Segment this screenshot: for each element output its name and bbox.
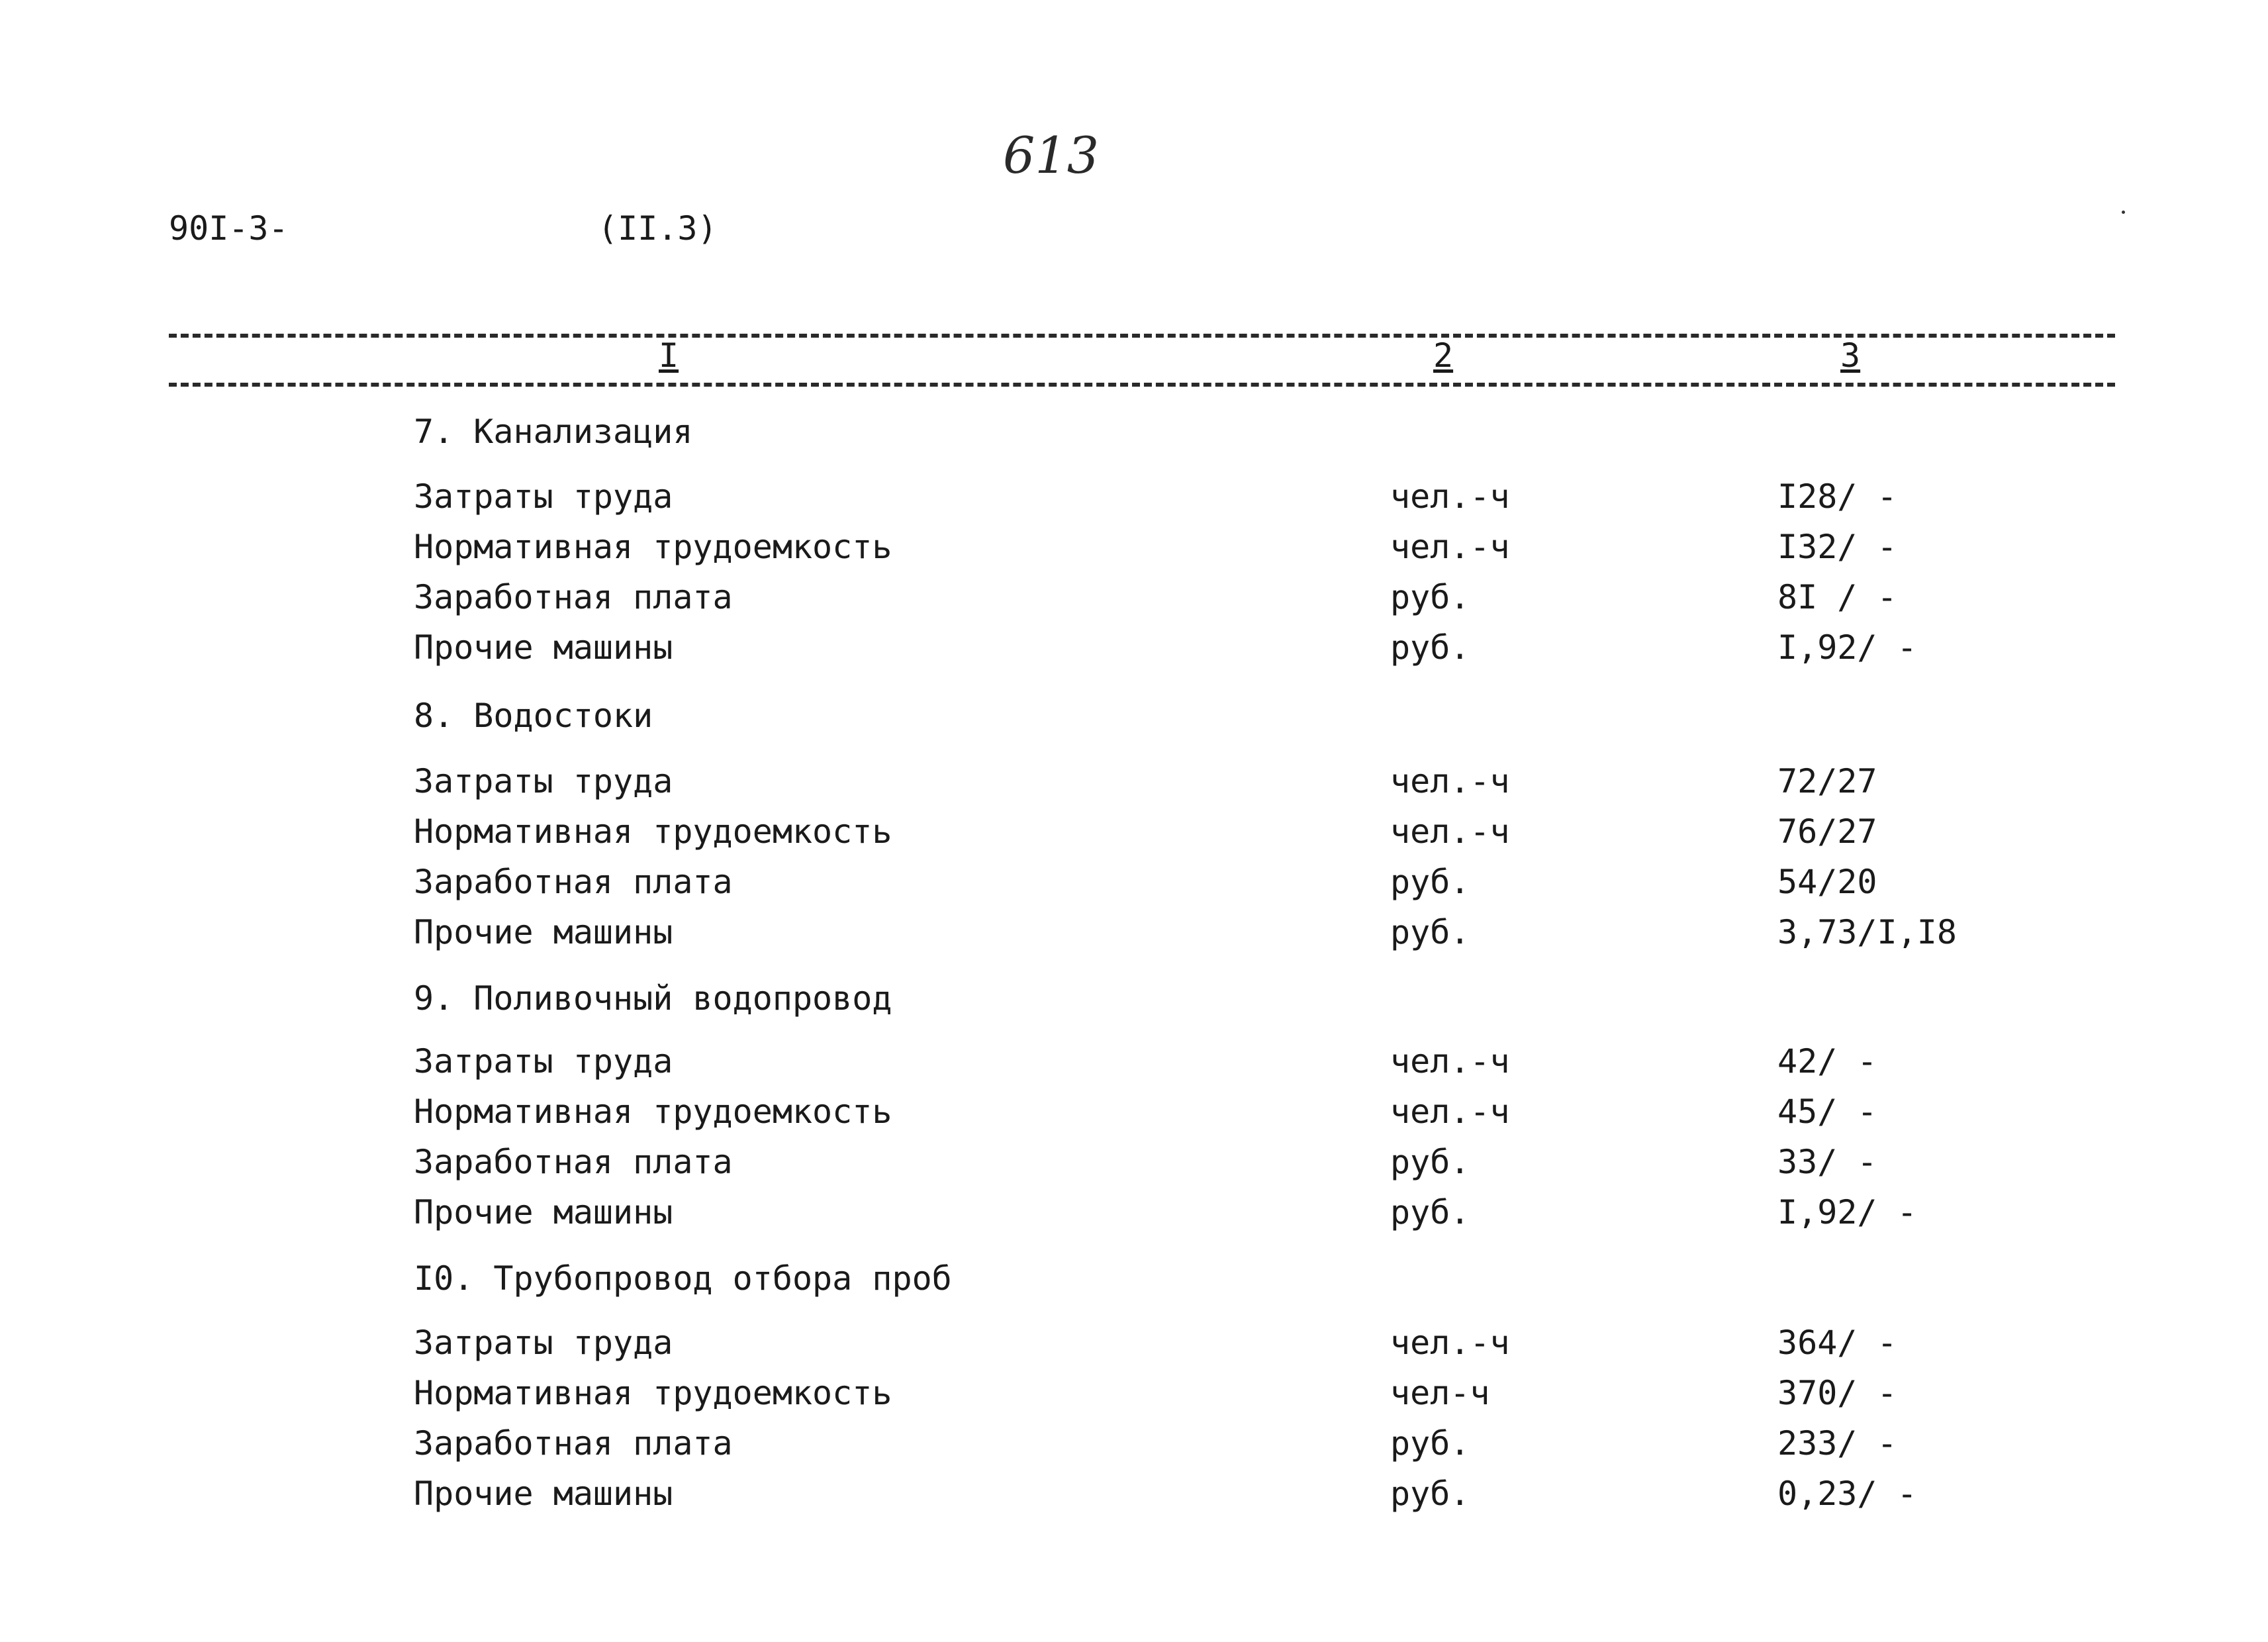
stray-mark: [2122, 211, 2125, 214]
row-name: Заработная плата: [414, 1143, 733, 1181]
table-row: [0, 756, 2268, 806]
row-unit: чел-ч: [1390, 1374, 1490, 1412]
row-name: Затраты труда: [414, 477, 673, 516]
row-name: Затраты труда: [414, 1042, 673, 1081]
row-unit: руб.: [1390, 1474, 1470, 1513]
row-value: 72/27: [1777, 762, 1877, 800]
table-row: [0, 1036, 2268, 1087]
table-row: [0, 1187, 2268, 1237]
section-title: 7. Канализация: [414, 412, 693, 451]
row-name: Заработная плата: [414, 1424, 733, 1463]
table-row: [0, 522, 2268, 572]
row-name: Нормативная трудоемкость: [414, 528, 892, 566]
row-value: 370/ -: [1777, 1374, 1897, 1412]
section-title: 8. Водостоки: [414, 697, 653, 735]
column-number-2: 2: [1433, 336, 1454, 375]
table-row: [0, 572, 2268, 622]
row-name: Прочие машины: [414, 1474, 673, 1513]
row-unit: руб.: [1390, 863, 1470, 901]
row-unit: чел.-ч: [1390, 1042, 1510, 1081]
section-reference: (II.3): [598, 209, 718, 248]
row-value: 33/ -: [1777, 1143, 1877, 1181]
row-value: 45/ -: [1777, 1092, 1877, 1131]
page-number: 613: [1003, 126, 1100, 185]
column-number-1: I: [659, 336, 679, 375]
row-value: I32/ -: [1777, 528, 1897, 566]
row-name: Нормативная трудоемкость: [414, 1092, 892, 1131]
row-value: I,92/ -: [1777, 1193, 1917, 1232]
table-row: [0, 1087, 2268, 1137]
table-row: [0, 907, 2268, 957]
row-name: Прочие машины: [414, 628, 673, 667]
row-unit: чел.-ч: [1390, 528, 1510, 566]
row-unit: руб.: [1390, 628, 1470, 667]
row-unit: руб.: [1390, 1193, 1470, 1232]
table-row: [0, 1318, 2268, 1368]
row-value: 76/27: [1777, 812, 1877, 851]
row-unit: чел.-ч: [1390, 812, 1510, 851]
section-heading: [0, 973, 2268, 1024]
section-heading: [0, 1253, 2268, 1304]
table-row: [0, 1137, 2268, 1187]
header-rule-top: [169, 334, 2115, 338]
table-row: [0, 1418, 2268, 1469]
row-value: I28/ -: [1777, 477, 1897, 516]
document-code: 90I-3-: [169, 209, 289, 248]
section-title: 9. Поливочный водопровод: [414, 979, 892, 1018]
table-row: [0, 1469, 2268, 1519]
row-value: 364/ -: [1777, 1324, 1897, 1362]
row-unit: руб.: [1390, 1424, 1470, 1463]
column-number-3: 3: [1840, 336, 1861, 375]
section-heading: [0, 407, 2268, 457]
row-name: Прочие машины: [414, 1193, 673, 1232]
row-value: I,92/ -: [1777, 628, 1917, 667]
row-unit: руб.: [1390, 913, 1470, 951]
row-name: Затраты труда: [414, 762, 673, 800]
row-name: Заработная плата: [414, 863, 733, 901]
row-name: Прочие машины: [414, 913, 673, 951]
row-name: Затраты труда: [414, 1324, 673, 1362]
section-title: I0. Трубопровод отбора проб: [414, 1259, 952, 1298]
row-name: Нормативная трудоемкость: [414, 1374, 892, 1412]
table-row: [0, 806, 2268, 857]
row-unit: чел.-ч: [1390, 762, 1510, 800]
row-value: 0,23/ -: [1777, 1474, 1917, 1513]
table-row: [0, 1368, 2268, 1418]
row-unit: руб.: [1390, 578, 1470, 616]
row-unit: чел.-ч: [1390, 1092, 1510, 1131]
table-row: [0, 857, 2268, 907]
row-value: 233/ -: [1777, 1424, 1897, 1463]
row-value: 42/ -: [1777, 1042, 1877, 1081]
table-row: [0, 471, 2268, 522]
header-rule-bottom: [169, 383, 2115, 387]
row-value: 54/20: [1777, 863, 1877, 901]
row-name: Заработная плата: [414, 578, 733, 616]
section-heading: [0, 691, 2268, 741]
row-unit: чел.-ч: [1390, 477, 1510, 516]
row-value: 8I / -: [1777, 578, 1897, 616]
row-unit: руб.: [1390, 1143, 1470, 1181]
row-unit: чел.-ч: [1390, 1324, 1510, 1362]
row-value: 3,73/I,I8: [1777, 913, 1957, 951]
table-row: [0, 622, 2268, 673]
row-name: Нормативная трудоемкость: [414, 812, 892, 851]
